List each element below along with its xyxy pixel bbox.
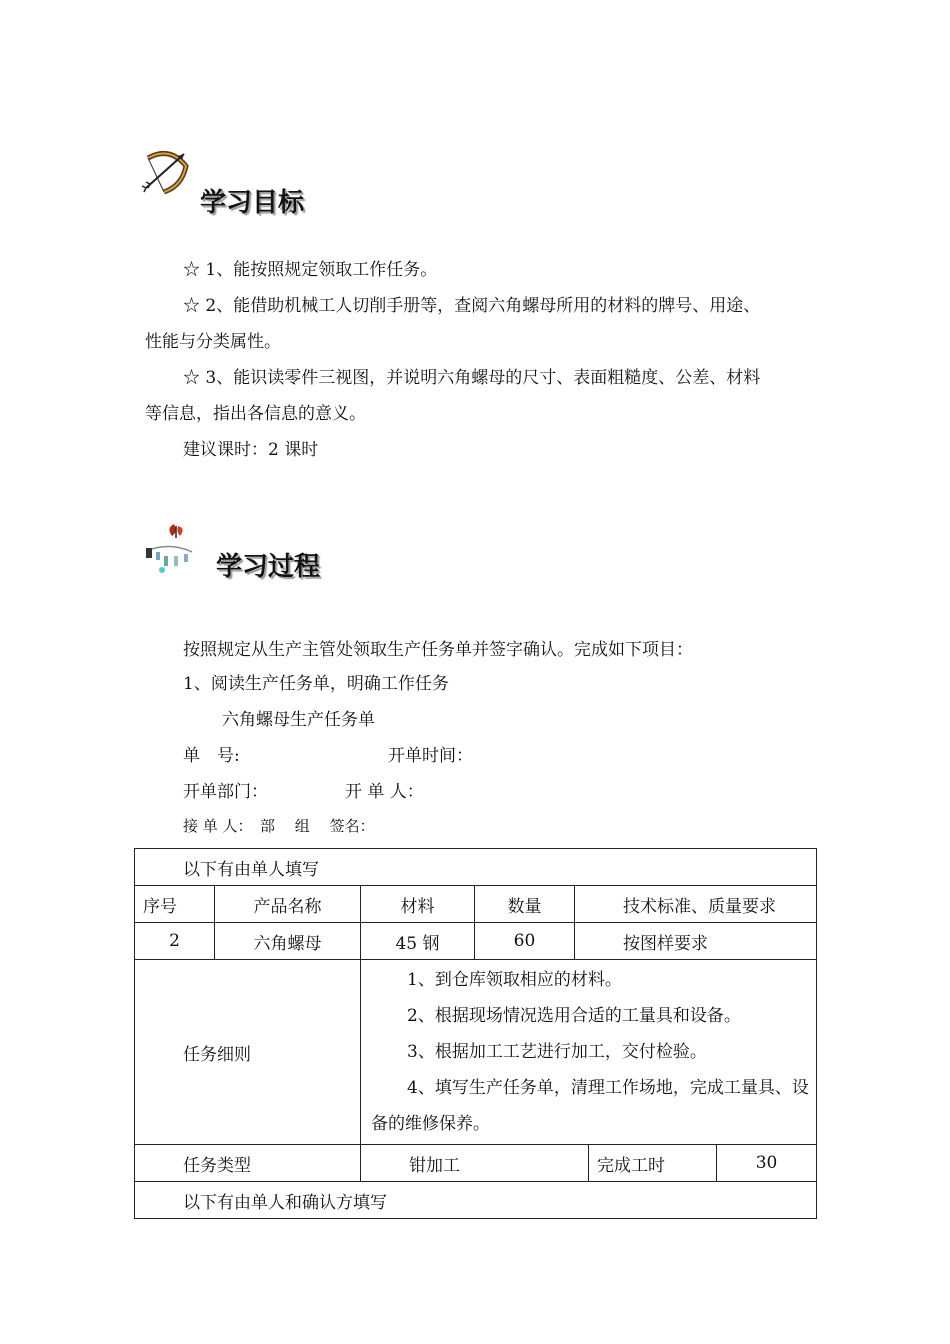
work-hours-value: 30 xyxy=(717,1145,817,1182)
work-hours-label: 完成工时 xyxy=(589,1145,717,1182)
table-cell: 45 钢 xyxy=(361,923,475,960)
task-details-list xyxy=(361,960,817,1145)
task-type-value: 钳加工 xyxy=(361,1145,589,1182)
suggested-hours: 建议课时：2 课时 xyxy=(183,440,319,460)
task-type-label: 任务类型 xyxy=(135,1145,361,1182)
table-cell: 按图样要求 xyxy=(575,923,817,960)
objective-item-2-line-1: ☆ 2、能借助机械工人切削手册等，查阅六角螺母所用的材料的牌号、用途、 xyxy=(183,296,761,316)
column-header: 技术标准、质量要求 xyxy=(575,886,817,923)
column-header: 序号 xyxy=(135,886,215,923)
section-header-1: 以下有由单人填写 xyxy=(135,849,817,886)
open-department-label: 开单部门： xyxy=(183,782,268,802)
table-row xyxy=(135,1182,817,1219)
butterfly-charm-icon xyxy=(142,520,202,580)
objective-item-1: ☆ 1、能按照规定领取工作任务。 xyxy=(183,260,438,280)
order-number-label: 单 号: xyxy=(183,746,240,766)
column-header: 产品名称 xyxy=(215,886,361,923)
process-intro: 按照规定从生产主管处领取生产任务单并签字确认。完成如下项目： xyxy=(183,640,693,660)
table-header-row xyxy=(135,886,817,923)
table-row xyxy=(135,849,817,886)
opener-label: 开 单 人： xyxy=(345,782,424,802)
table-row xyxy=(135,923,817,960)
table-row xyxy=(135,960,817,1145)
list-item: 4、填写生产任务单，清理工作场地，完成工量具、设备的维修保养。 xyxy=(371,1078,809,1134)
process-heading: 学习过程 xyxy=(216,552,321,582)
column-header: 数量 xyxy=(475,886,575,923)
column-header: 材料 xyxy=(361,886,475,923)
open-time-label: 开单时间： xyxy=(388,746,473,766)
list-item: 3、根据加工工艺进行加工，交付检验。 xyxy=(407,1042,707,1062)
table-cell: 六角螺母 xyxy=(215,923,361,960)
table-row xyxy=(135,1145,817,1182)
objective-item-3-line-1: ☆ 3、能识读零件三视图，并说明六角螺母的尺寸、表面粗糙度、公差、材料 xyxy=(183,368,761,388)
table-cell: 60 xyxy=(475,923,575,960)
objectives-heading: 学习目标 xyxy=(200,188,305,218)
process-step-1: 1、阅读生产任务单，明确工作任务 xyxy=(183,674,449,694)
bow-arrow-icon xyxy=(140,148,192,194)
list-item: 2、根据现场情况选用合适的工量具和设备。 xyxy=(407,1006,741,1026)
receiver-line: 接 单 人： 部 组 签名： xyxy=(183,817,375,835)
form-title: 六角螺母生产任务单 xyxy=(222,710,375,730)
production-task-table xyxy=(134,848,817,1219)
table-cell: 2 xyxy=(135,923,215,960)
objective-item-3-line-2: 等信息，指出各信息的意义。 xyxy=(145,404,366,424)
task-details-label: 任务细则 xyxy=(135,960,361,1145)
list-item: 1、到仓库领取相应的材料。 xyxy=(407,970,622,990)
section-header-2: 以下有由单人和确认方填写 xyxy=(135,1182,817,1219)
objective-item-2-line-2: 性能与分类属性。 xyxy=(145,332,281,352)
